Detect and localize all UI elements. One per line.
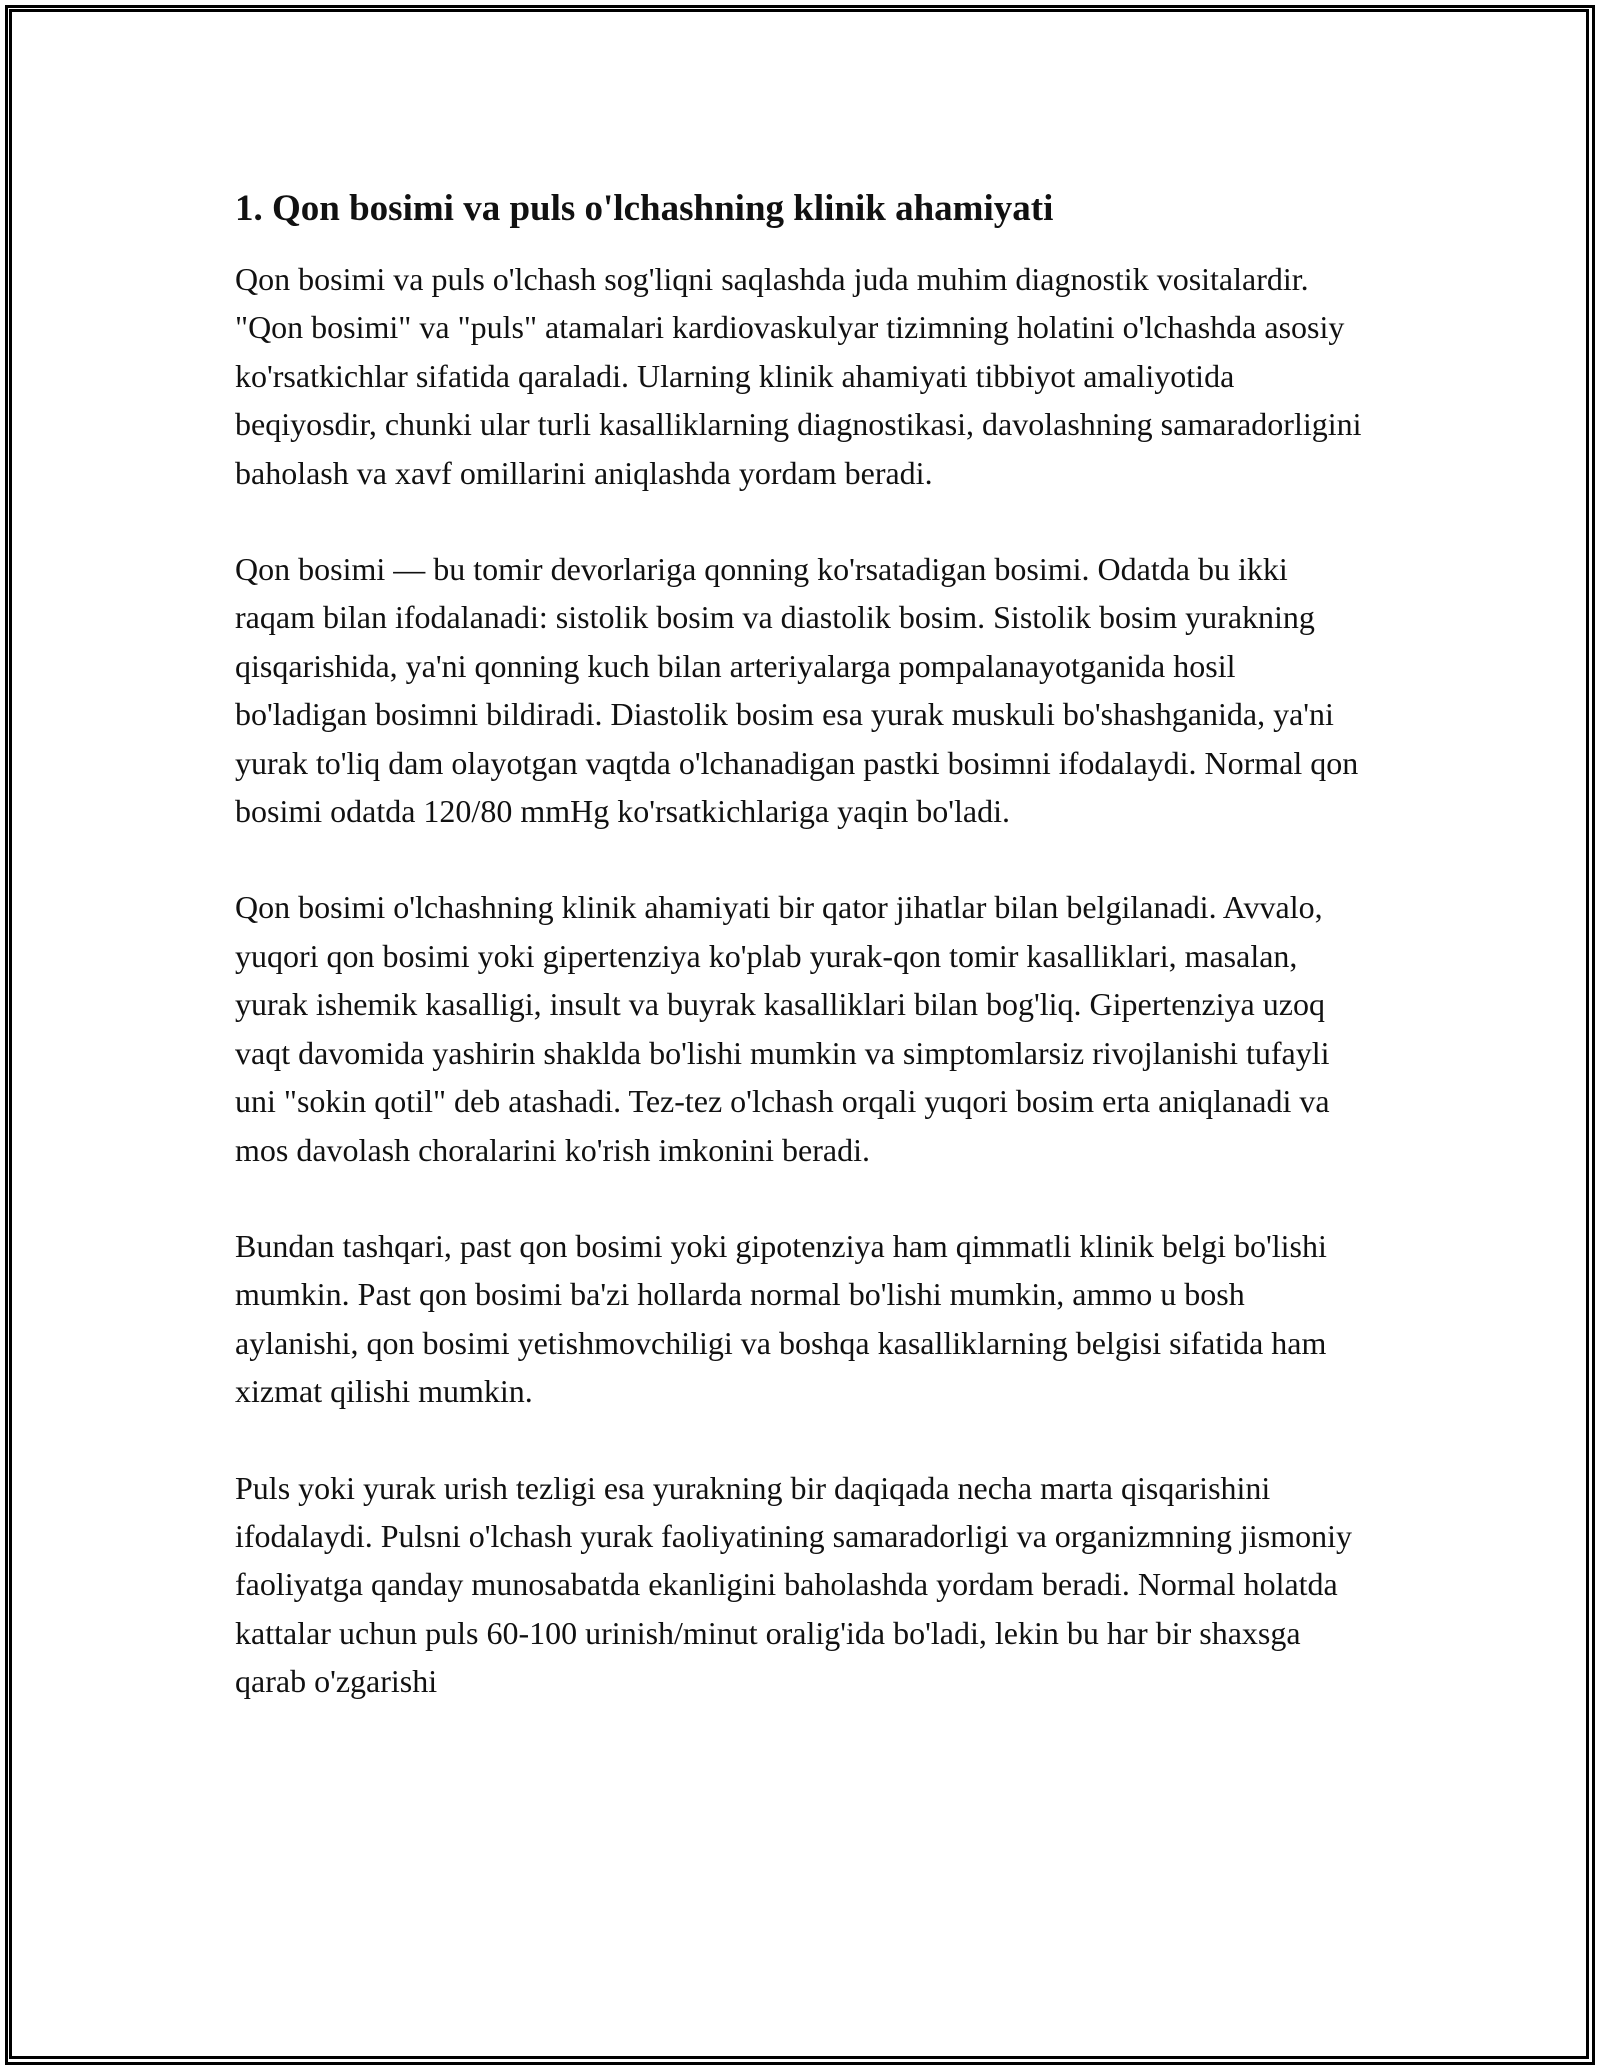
document-body xyxy=(235,185,1375,1754)
paragraph-5: Puls yoki yurak urish tezligi esa yurakning bir daqiqada necha marta qisqarishini ifodalaydi. Pulsni o'lchash yurak faoliyatining samaradorligi va organizmning jismoniy faoliyatga qanday munosabatda ekanligini baholashda yordam beradi. Normal holatda kattalar uchun puls 60-100 urinish/minut oralig'ida bo'ladi, lekin bu har bir shaxsga qarab o'zgarishi xyxy=(235,1469,1352,1700)
paragraph-4: Bundan tashqari, past qon bosimi yoki gipotenziya ham qimmatli klinik belgi bo'lishi mumkin. Past qon bosimi ba'zi hollarda normal bo'lishi mumkin, ammo u bosh aylanishi, qon bosimi yetishmovchiligi va boshqa kasalliklarning belgisi sifatida ham xizmat qilishi mumkin. xyxy=(235,1227,1327,1410)
paragraph-2: Qon bosimi — bu tomir devorlariga qonning ko'rsatadigan bosimi. Odatda bu ikki raqam bilan ifodalanadi: sistolik bosim va diastolik bosim. Sistolik bosim yurakning qisqarishida, ya'ni qonning kuch bilan arteriyalarga pompalanayotganida hosil bo'ladigan bosimni bildiradi. Diastolik bosim esa yurak muskuli bo'shashganida, ya'ni yurak to'liq dam olayotgan vaqtda o'lchanadigan pastki bosimni ifodalaydi. Normal qon bosimi odatda 120/80 mmHg ko'rsatkichlariga yaqin bo'ladi. xyxy=(235,551,1359,830)
paragraph-1: Qon bosimi va puls o'lchash sog'liqni saqlashda juda muhim diagnostik vositalardir. "Qon bosimi" va "puls" atamalari kardiovaskulyar tizimning holatini o'lchashda asosiy ko'rsatkichlar sifatida qaraladi. Ularning klinik ahamiyati tibbiyot amaliyotida beqiyosdir, chunki ular turli kasalliklarning diagnostikasi, davolashning samaradorligini baholash va xavf omillarini aniqlashda yordam beradi. xyxy=(235,261,1362,491)
section-heading: 1. Qon bosimi va puls o'lchashning klinik ahamiyati xyxy=(235,188,1054,229)
paragraph-3: Qon bosimi o'lchashning klinik ahamiyati bir qator jihatlar bilan belgilanadi. Avvalo, yuqori qon bosimi yoki gipertenziya ko'plab yurak-qon tomir kasalliklari, masalan, yurak ishemik kasalligi, insult va buyrak kasalliklari bilan bog'liq. Gipertenziya uzoq vaqt davomida yashirin shaklda bo'lishi mumkin va simptomlarsiz rivojlanishi tufayli uni "sokin qotil" deb atashadi. Tez-tez o'lchash orqali yuqori bosim erta aniqlanadi va mos davolash choralarini ko'rish imkonini beradi. xyxy=(235,889,1330,1168)
